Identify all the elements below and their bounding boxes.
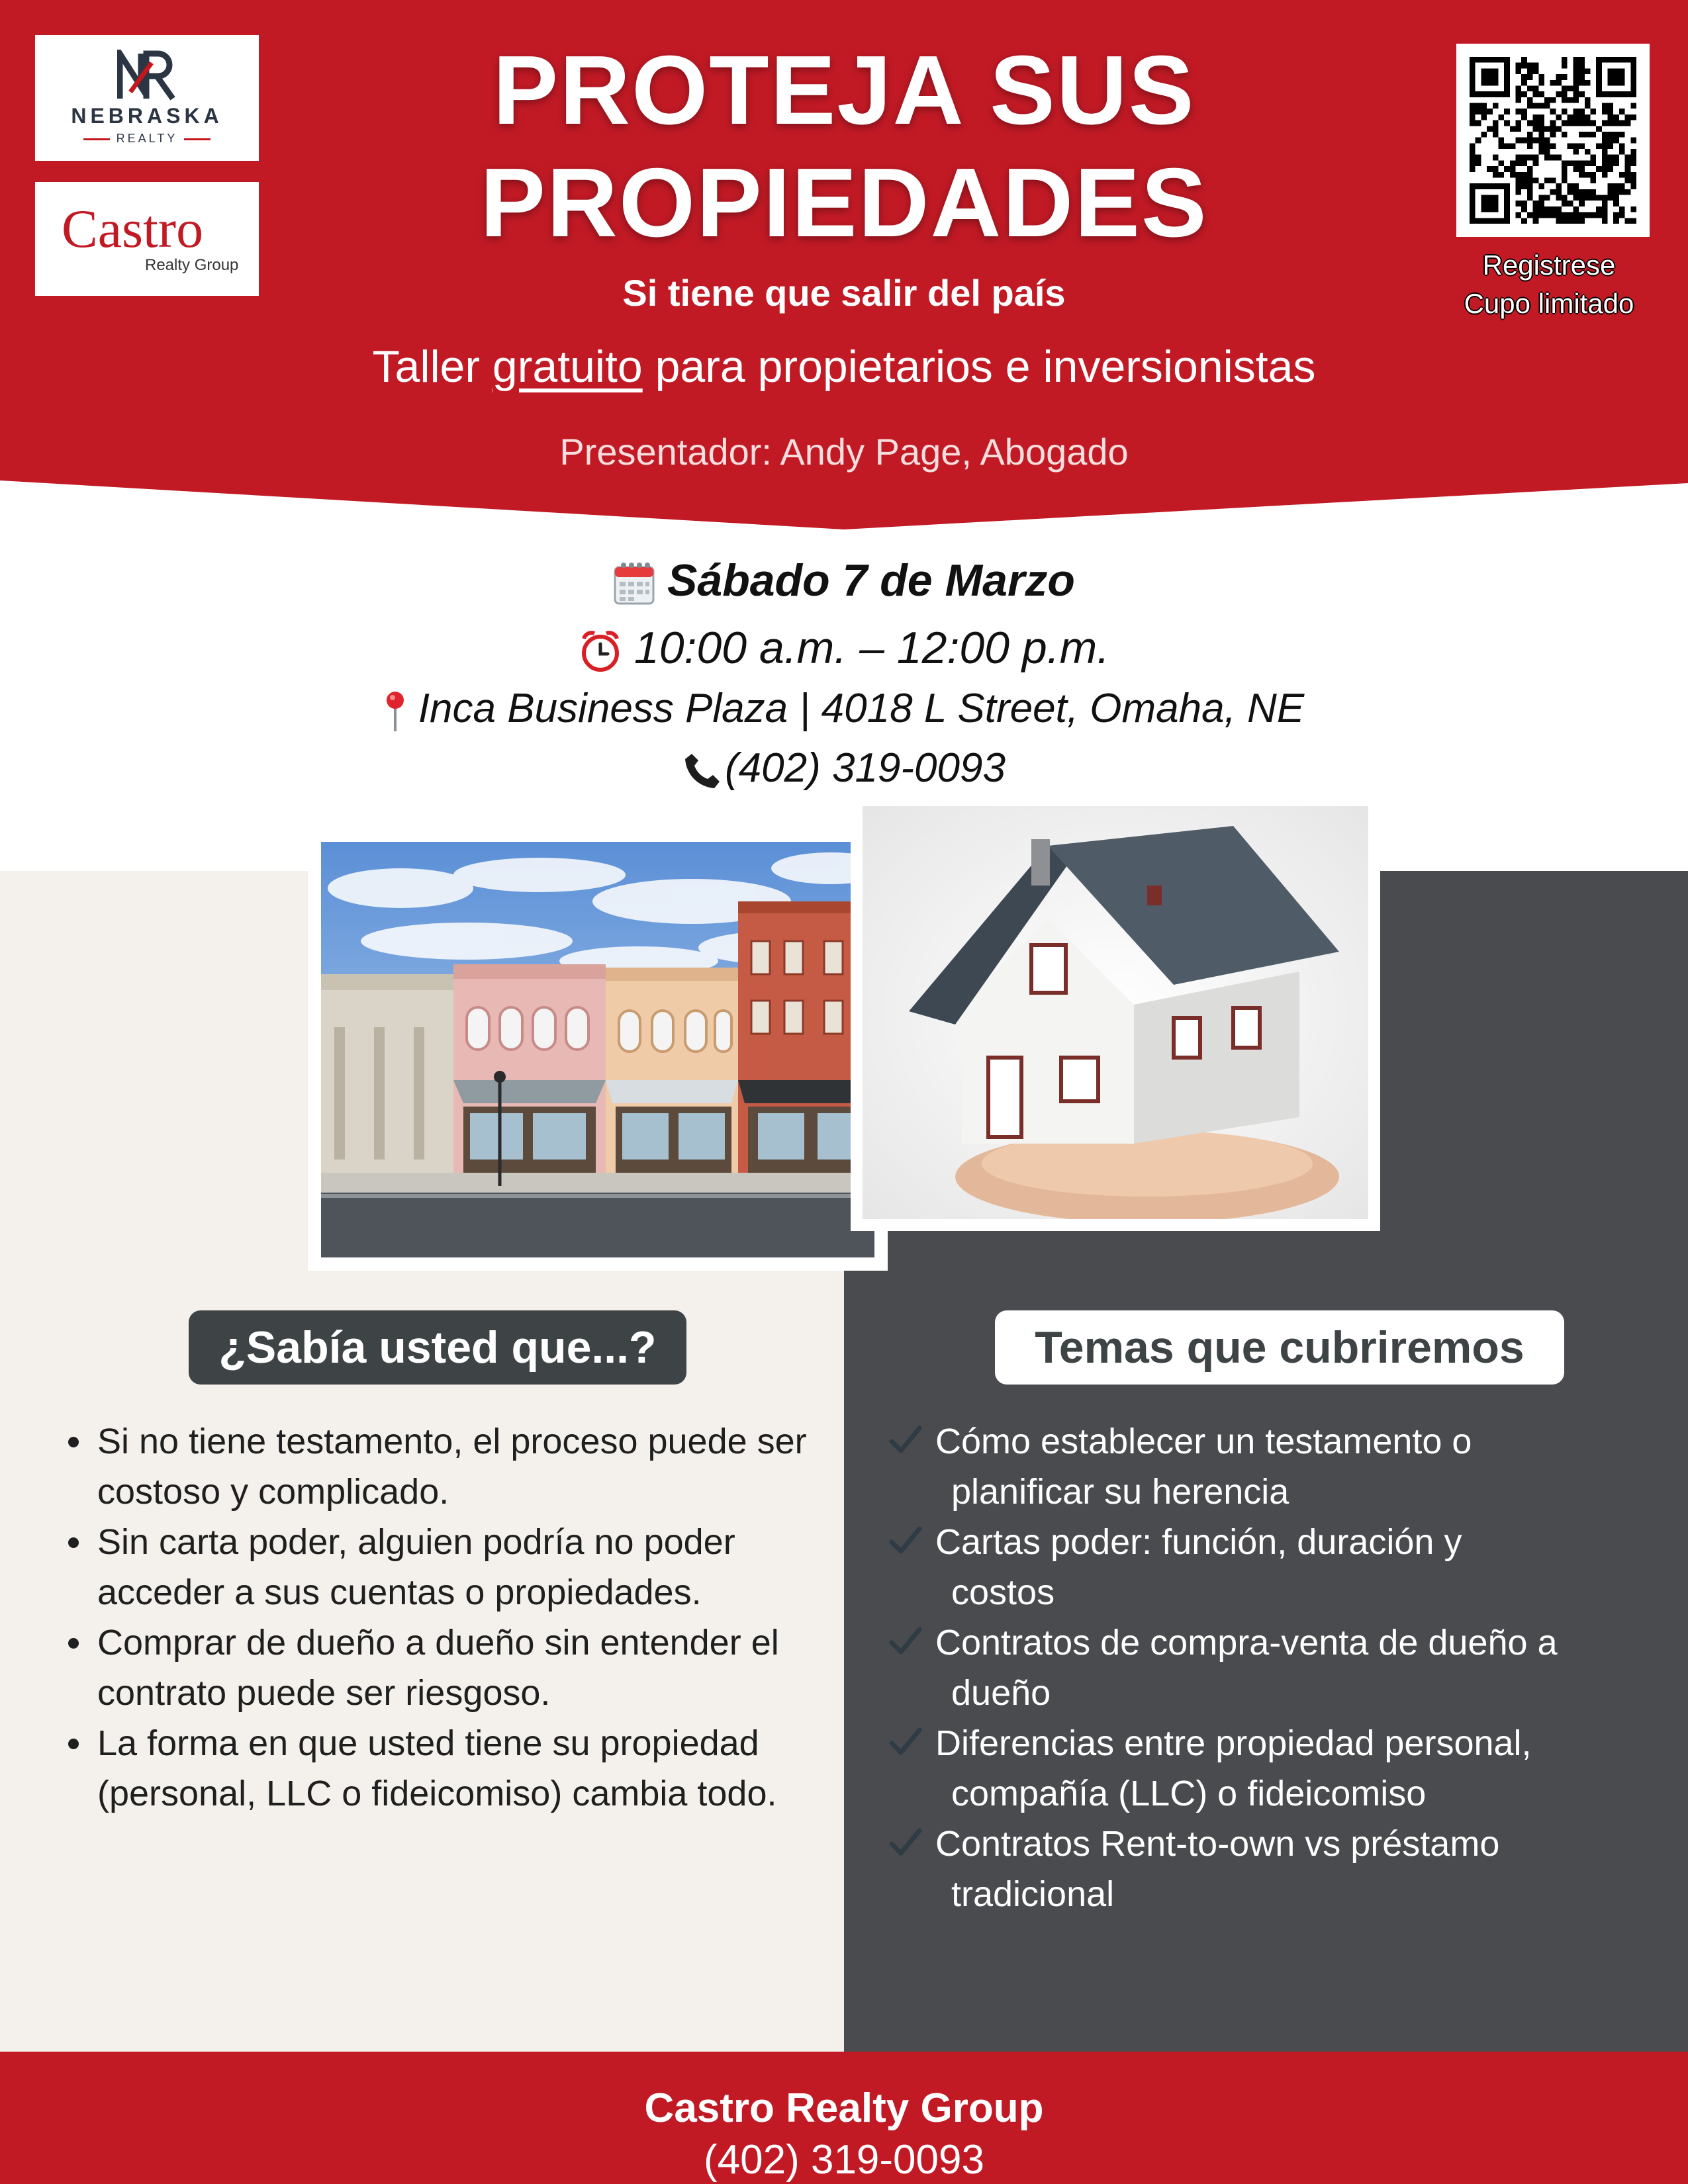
topics-heading: Temas que cubriremos bbox=[995, 1310, 1564, 1385]
check-icon bbox=[889, 1624, 922, 1657]
topic-item-4 bbox=[884, 1718, 1665, 1819]
topic-item-5-line2: tradicional bbox=[951, 1874, 1115, 1914]
nr-monogram-icon bbox=[117, 50, 177, 101]
fact-item-3: Comprar de dueño a dueño sin entender el contrato puede ser riesgoso. bbox=[63, 1617, 831, 1718]
topic-item-2-line1: Cartas poder: función, duración y bbox=[935, 1522, 1462, 1562]
topic-item-5 bbox=[884, 1819, 1665, 1919]
fact-item-2: Sin carta poder, alguien podría no poder acceder a sus cuentas o propiedades. bbox=[63, 1517, 831, 1617]
event-location bbox=[0, 685, 1688, 733]
check-icon bbox=[889, 1423, 922, 1456]
storefronts-illustration bbox=[321, 842, 874, 1257]
house-model-illustration bbox=[863, 806, 1368, 1219]
castro-logo-sub: Realty Group bbox=[145, 256, 239, 274]
qr-code-icon bbox=[1470, 57, 1636, 224]
topic-item-1-line1: Cómo establecer un testamento o bbox=[935, 1422, 1472, 1461]
page-title bbox=[371, 34, 1317, 259]
realty-logo-text: REALTY bbox=[35, 132, 259, 146]
topic-item-3 bbox=[884, 1617, 1665, 1718]
footer-company-name: Castro Realty Group bbox=[644, 2085, 1044, 2131]
topic-item-3-line2: dueño bbox=[951, 1673, 1051, 1713]
house-in-hands-photo bbox=[851, 794, 1380, 1231]
event-time-text: 10:00 a.m. – 12:00 p.m. bbox=[633, 623, 1110, 673]
location-pin-icon bbox=[384, 690, 406, 733]
facts-list bbox=[63, 1416, 831, 1819]
event-date bbox=[0, 555, 1688, 606]
facts-heading: ¿Sabía usted que...? bbox=[189, 1310, 686, 1385]
tagline-free: gratuito bbox=[492, 341, 643, 392]
topic-item-4-line1: Diferencias entre propiedad personal, bbox=[935, 1723, 1532, 1763]
castro-logo-word: Castro bbox=[62, 199, 204, 259]
nebraska-logo-text: NEBRASKA bbox=[71, 104, 223, 128]
castro-realty-logo bbox=[35, 182, 259, 296]
footer-phone[interactable]: (402) 319-0093 bbox=[704, 2137, 984, 2183]
downtown-storefronts-photo bbox=[308, 829, 888, 1271]
tagline-suffix: para propietarios e inversionistas bbox=[642, 341, 1316, 392]
topic-item-2-line2: costos bbox=[951, 1572, 1055, 1612]
topic-item-3-line1: Contratos de compra-venta de dueño a bbox=[935, 1623, 1558, 1662]
tagline-prefix: Taller bbox=[372, 341, 492, 392]
check-icon bbox=[889, 1825, 922, 1858]
fact-item-1: Si no tiene testamento, el proceso puede ser costoso y complicado. bbox=[63, 1416, 831, 1517]
event-time bbox=[0, 622, 1688, 674]
qr-caption-limited: Cupo limitado bbox=[1464, 288, 1634, 319]
topics-list bbox=[884, 1416, 1665, 1919]
footer bbox=[0, 2052, 1688, 2184]
alarm-clock-icon bbox=[579, 629, 622, 673]
title-line-1: PROTEJA SUS bbox=[492, 36, 1196, 145]
page-subtitle: Si tiene que salir del país bbox=[622, 272, 1066, 314]
check-icon bbox=[889, 1725, 922, 1758]
event-date-text: Sábado 7 de Marzo bbox=[667, 555, 1075, 606]
topic-item-4-line2: compañía (LLC) o fideicomiso bbox=[951, 1774, 1427, 1813]
fact-item-4: La forma en que usted tiene su propiedad (personal, LLC o fideicomiso) cambia todo. bbox=[63, 1718, 831, 1819]
workshop-tagline bbox=[132, 341, 1556, 392]
header-banner bbox=[0, 0, 1688, 536]
topic-item-1-line2: planificar su herencia bbox=[951, 1472, 1289, 1512]
event-location-text: Inca Business Plaza | 4018 L Street, Omaha, NE bbox=[418, 686, 1305, 731]
topic-item-5-line1: Contratos Rent-to-own vs préstamo bbox=[935, 1824, 1500, 1864]
topic-item-2 bbox=[884, 1517, 1665, 1617]
calendar-icon bbox=[613, 562, 655, 606]
topic-item-1 bbox=[884, 1416, 1665, 1517]
qr-caption bbox=[1417, 246, 1681, 323]
presenter-line: Presentador: Andy Page, Abogado bbox=[559, 431, 1129, 473]
title-line-2: PROPIEDADES bbox=[480, 148, 1208, 257]
phone-icon bbox=[682, 751, 722, 791]
registration-qr-code[interactable] bbox=[1456, 44, 1650, 237]
event-phone-text: (402) 319-0093 bbox=[725, 745, 1006, 791]
check-icon bbox=[889, 1524, 922, 1557]
nebraska-realty-logo bbox=[35, 35, 259, 161]
event-phone[interactable] bbox=[0, 745, 1688, 792]
qr-caption-register: Registrese bbox=[1482, 250, 1616, 281]
